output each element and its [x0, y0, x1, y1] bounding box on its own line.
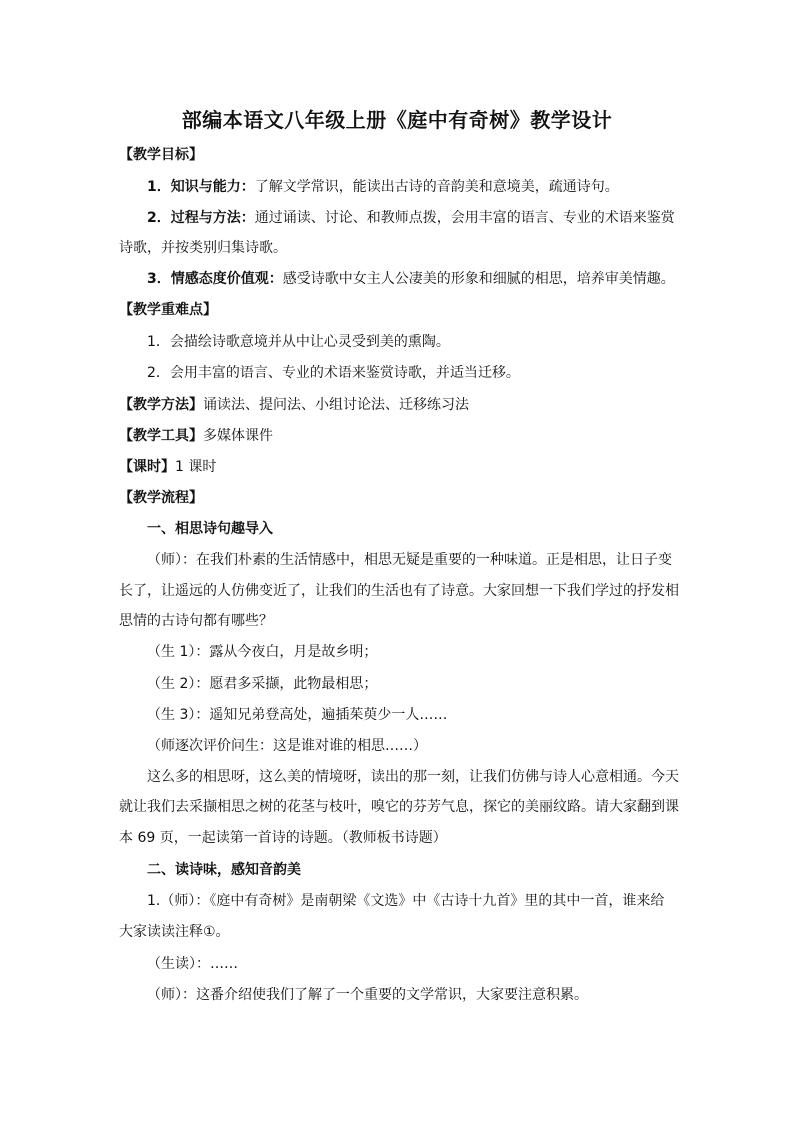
objective-2-text: 通过诵读、讨论、和教师点拨，会用丰富的语言、专业的术语来鉴赏 — [254, 210, 675, 226]
student-1-answer: （生 1）：露从今夜白，月是故乡明； — [147, 644, 378, 660]
section1-p2-line3: 本 69 页，一起读第一首诗的诗题。（教师板书诗题） — [119, 830, 447, 846]
key-point-2: 2．会用丰富的语言、专业的术语来鉴赏诗歌，并适当迁移。 — [147, 365, 520, 381]
hours-heading: 【课时】 — [119, 459, 175, 475]
section2-p1-line2: 大家读读注释①。 — [119, 924, 230, 940]
objective-2-label: 2．过程与方法： — [147, 210, 255, 226]
section1-heading: 一、相思诗句趣导入 — [147, 521, 273, 537]
objective-1-text: 了解文学常识，能读出古诗的音韵美和意境美，疏通诗句。 — [254, 179, 619, 195]
section1-p1-line2: 长了，让遥远的人仿佛变近了，让我们的生活也有了诗意。大家回想一下我们学过的抒发相 — [119, 583, 679, 599]
section1-p1-line3: 思情的古诗句都有哪些？ — [119, 613, 273, 629]
tools-line — [119, 427, 679, 445]
teacher-summary: （师）：这番介绍使我们了解了一个重要的文学常识，大家要注意积累。 — [147, 987, 588, 1003]
objective-3-text: 感受诗歌中女主人公凄美的形象和细腻的相思，培养审美情趣。 — [282, 271, 675, 287]
objective-3-label: 3．情感态度价值观： — [147, 271, 283, 287]
tools-heading: 【教学工具】 — [119, 428, 203, 444]
process-heading: 【教学流程】 — [119, 490, 203, 506]
section1-p2-line1: 这么多的相思呀，这么美的情境呀，读出的那一刻，让我们仿佛与诗人心意相通。今天 — [147, 769, 679, 785]
objective-2-continuation: 诗歌，并按类别归集诗歌。 — [119, 240, 287, 256]
tools-text: 多媒体课件 — [203, 428, 273, 444]
methods-heading: 【教学方法】 — [119, 397, 203, 413]
document-title: 部编本语文八年级上册《庭中有奇树》教学设计 — [181, 108, 613, 132]
methods-text: 诵读法、提问法、小组讨论法、迁移练习法 — [203, 397, 469, 413]
section2-heading: 二、读诗味，感知音韵美 — [147, 862, 301, 878]
section1-p1-line1: （师）：在我们朴素的生活情感中，相思无疑是重要的一种味道。正是相思，让日子变 — [147, 552, 672, 568]
hours-text: 1 课时 — [175, 459, 217, 475]
objectives-heading: 【教学目标】 — [119, 147, 203, 163]
student-reading: （生读）：…… — [147, 956, 238, 972]
section2-p1-line1: 1.（师）：《庭中有奇树》是南朝梁《文选》中《古诗十九首》里的其中一首，谁来给 — [147, 893, 665, 909]
objective-1-label: 1．知识与能力： — [147, 179, 255, 195]
student-3-answer: （生 3）：遥知兄弟登高处，遍插茱萸少一人…… — [147, 707, 448, 723]
methods-line — [119, 396, 679, 414]
teacher-evaluation: （师逐次评价问生：这是谁对谁的相思……） — [147, 738, 427, 754]
objective-1 — [147, 178, 707, 196]
hours-line — [119, 458, 679, 476]
objective-2 — [147, 209, 707, 227]
objective-3 — [147, 270, 707, 288]
section1-p2-line2: 就让我们去采撷相思之树的花茎与枝叶，嗅它的芬芳气息，探它的美丽纹路。请大家翻到课 — [119, 799, 679, 815]
key-points-heading: 【教学重难点】 — [119, 302, 217, 318]
key-point-1: 1．会描绘诗歌意境并从中让心灵受到美的熏陶。 — [147, 334, 450, 350]
student-2-answer: （生 2）：愿君多采撷，此物最相思； — [147, 676, 378, 692]
